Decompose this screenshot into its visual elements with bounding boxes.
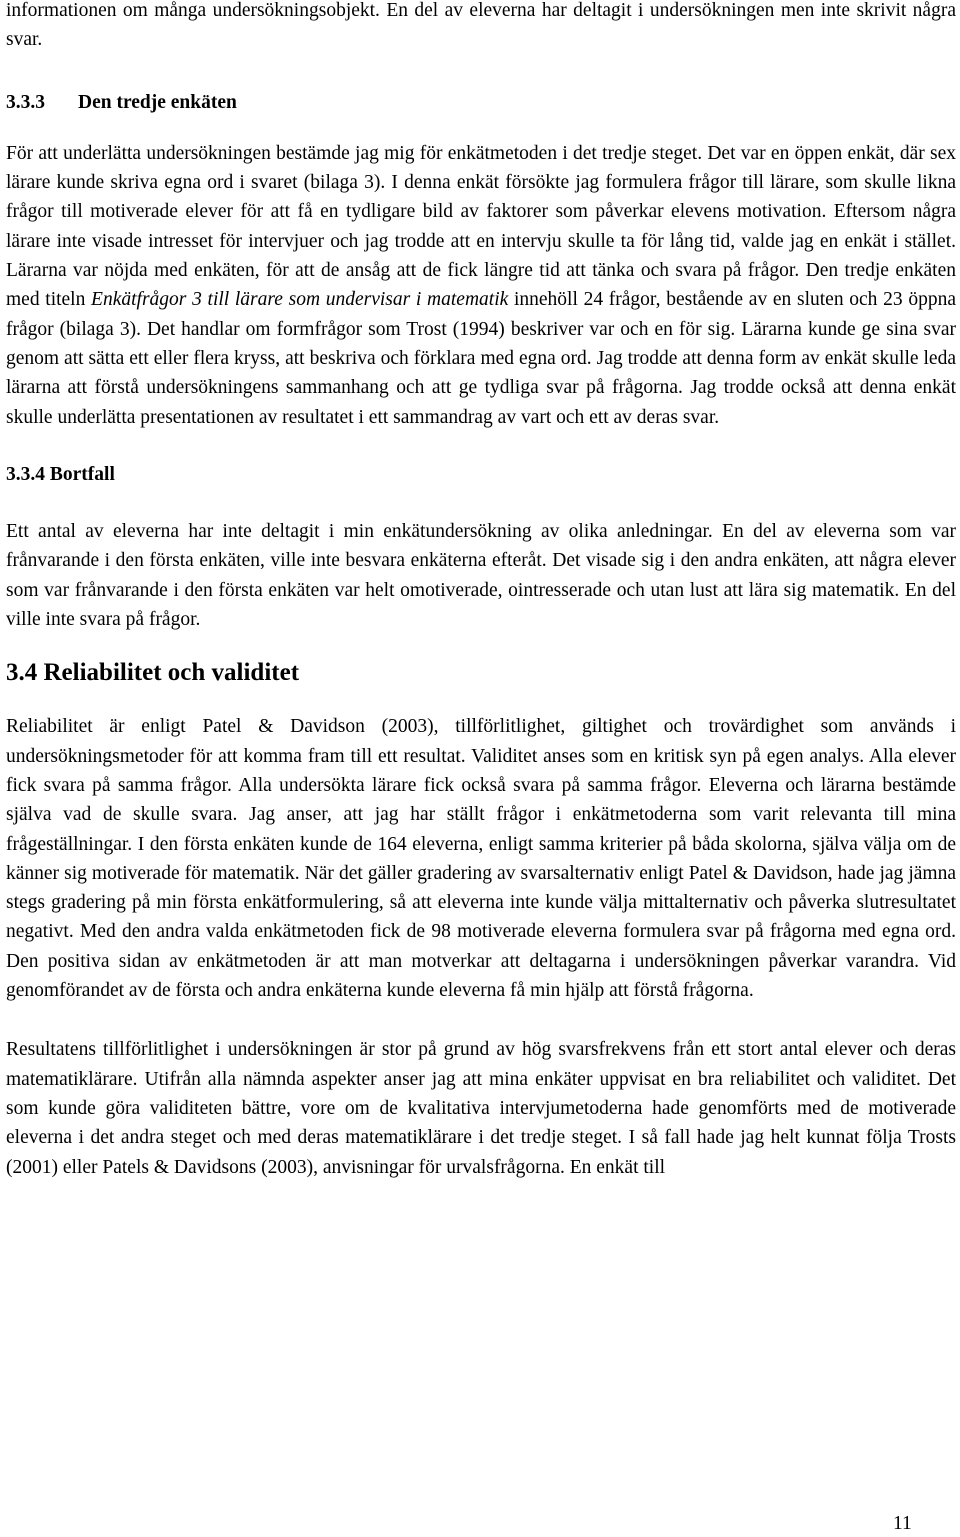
document-page [6,0,956,1182]
section-3-3-3-text-before: För att underlätta undersökningen bestämde jag mig för enkätmetoden i det tredje steget. Det var en öppen enkät, där sex lärare kunde skriva egna ord i svaret (bilaga 3). I denna enkät försökte jag formulera frågor till lärare, som skulle likna frågor till motiverade elever för att få en tydligare bild av faktorer som påverkar elevens motivation. Eftersom några lärare inte visade intresset för intervjuer och jag trodde att en intervju skulle ta för lång tid, valde jag en enkät i stället. Lärarna var nöjda med enkäten, för att de ansåg att de fick längre tid att tänka och svara på frågor. Den tredje enkäten med titeln [6,142,956,311]
survey-title: Enkätfrågor 3 till lärare som undervisar i matematik [91,289,509,311]
page-number: 11 [893,1513,912,1534]
section-3-4-paragraph-1: Reliabilitet är enligt Patel & Davidson (2003), tillförlitlighet, giltighet och trovärdighet som används i undersökningsmetoder för att komma fram till ett resultat. Validitet anses som en kritisk syn på egen analys. Alla elever fick svara på samma frågor. Alla undersökta lärare fick också svara på samma frågor. Eleverna och lärarna bestämde själva vad de skulle svara. Jag anser, att jag har ställt frågor i enkätmetoderna som varit relevanta till mina frågeställningar. I den första enkäten kunde de 164 eleverna, enligt samma kriterier på båda skolorna, själva välja om de känner sig motiverade för matematik. När det gäller gradering av svarsalternativ enligt Patel & Davidson, hade jag jämna stegs gradering på min första enkätformulering, så att eleverna inte kunde välja mittalternativ och påverka slutresultatet negativt. Med den andra valda enkätmetoden fick de 98 motiverade eleverna formulera svar på frågorna med egna ord. Den positiva sidan av enkätmetoden är att man motverkar att deltagarna i undersökningen påverkar varandra. Vid genomförandet av de första och andra enkäterna kunde eleverna få min hjälp att förstå frågorna. [6,716,956,1002]
section-3-4-heading: 3.4 Reliabilitet och validitet [6,659,300,687]
intro-paragraph: informationen om många undersökningsobjekt. En del av eleverna har deltagit i undersökningen men inte skrivit några svar. [6,0,956,51]
section-3-3-4-paragraph: Ett antal av eleverna har inte deltagit i min enkätundersökning av olika anledningar. En del av eleverna som var frånvarande i den första enkäten, ville inte besvara enkäterna efteråt. Det visade sig i den andra enkäten, att några elever som var frånvarande i den första enkäten var helt omotiverade, ointresserade och utan lust att lära sig matematik. En del ville inte svara på frågor. [6,521,956,631]
section-3-3-3-heading [6,88,956,117]
section-3-3-3-number: 3.3.3 [6,91,45,113]
section-3-3-3-paragraph [6,139,956,432]
section-3-3-4-heading: 3.3.4 Bortfall [6,463,115,485]
section-3-4-paragraph-2: Resultatens tillförlitlighet i undersökningen är stor på grund av hög svarsfrekvens från ett stort antal elever och deras matematiklärare. Utifrån alla nämnda aspekter anser jag att mina enkäter uppvisat en bra reliabilitet och validitet. Det som kunde göra validiteten bättre, vore om de kvalitativa intervjumetoderna hade genomförts med de motiverade eleverna i det andra steget och med deras matematiklärare i det tredje steget. I så fall hade jag helt kunnat följa Trosts (2001) eller Patels & Davidsons (2003), anvisningar för urvalsfrågorna. En enkät till [6,1039,956,1178]
section-3-3-3-text-after: innehöll 24 frågor, bestående av en sluten och 23 öppna frågor (bilaga 3). Det handlar om formfrågor som Trost (1994) beskriver var och en för sig. Lärarna kunde ge sina svar genom att sätta ett eller flera kryss, att beskriva och förklara med egna ord. Jag trodde att denna form av enkät skulle leda lärarna att förstå undersökningens sammanhang och att ge tydliga svar på frågorna. Jag trodde också att denna enkät skulle underlätta presentationen av resultatet i ett sammandrag av vart och ett av deras svar. [6,289,956,428]
section-3-3-3-title: Den tredje enkäten [78,91,237,113]
